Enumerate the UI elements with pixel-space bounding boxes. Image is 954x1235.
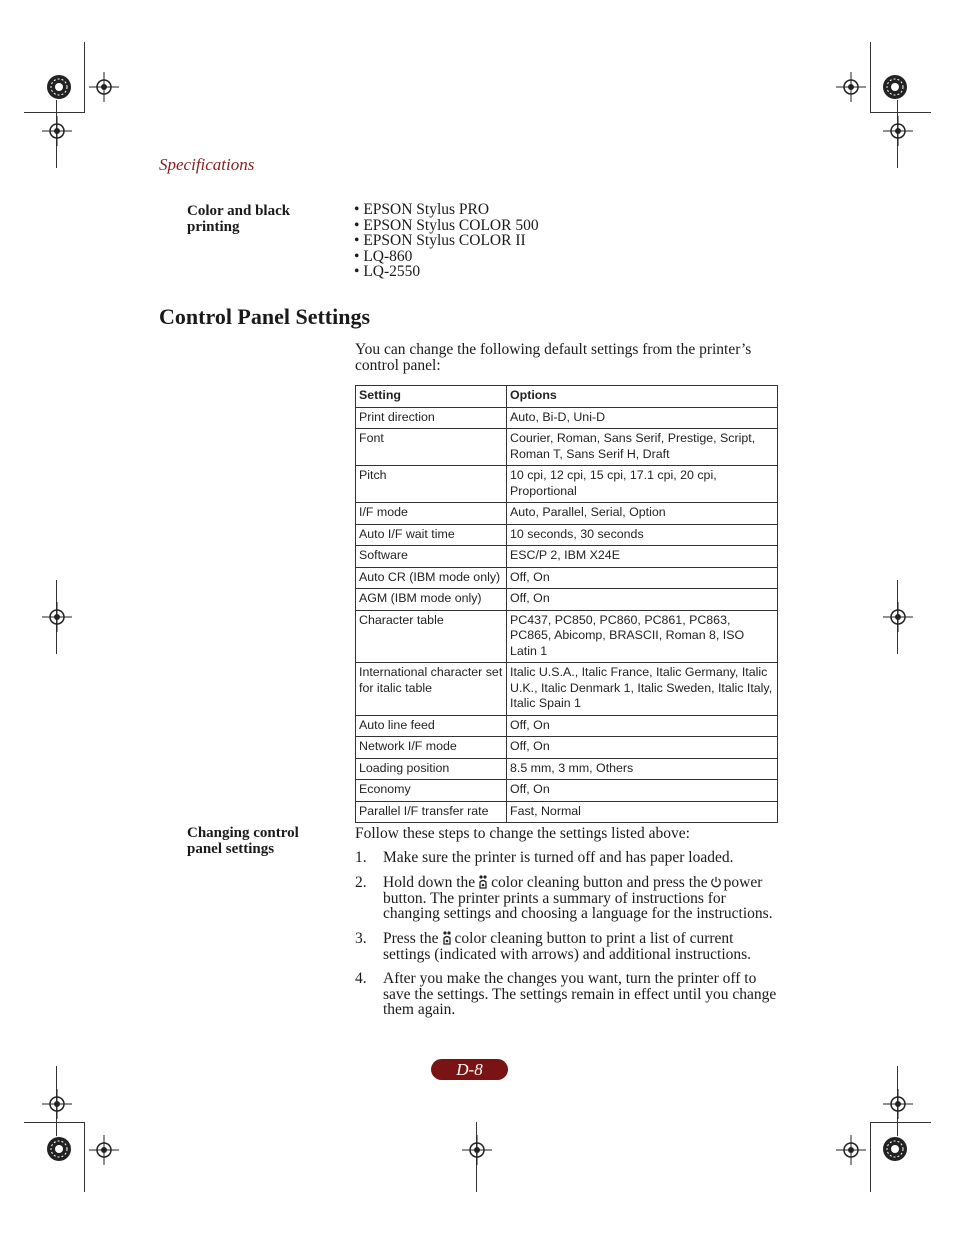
crosshair-icon xyxy=(836,72,866,102)
page-number-badge: D-8 xyxy=(431,1059,508,1080)
table-row xyxy=(356,737,778,759)
options-cell: Auto, Bi-D, Uni-D xyxy=(507,407,778,429)
step-text-part: color cleaning button and press the xyxy=(491,874,708,891)
list-item: • LQ-2550 xyxy=(354,264,539,280)
setting-cell: International character set for italic table xyxy=(356,663,507,716)
options-cell: ESC/P 2, IBM X24E xyxy=(507,546,778,568)
setting-cell: Parallel I/F transfer rate xyxy=(356,801,507,823)
crosshair-icon xyxy=(883,1089,913,1119)
table-row xyxy=(356,610,778,663)
setting-cell: Character table xyxy=(356,610,507,663)
options-cell: Fast, Normal xyxy=(507,801,778,823)
setting-cell: Auto I/F wait time xyxy=(356,524,507,546)
setting-cell: Auto CR (IBM mode only) xyxy=(356,567,507,589)
options-cell: PC437, PC850, PC860, PC861, PC863, PC865, Abicomp, BRASCII, Roman 8, ISO Latin 1 xyxy=(507,610,778,663)
table-row xyxy=(356,546,778,568)
setting-cell: Font xyxy=(356,429,507,466)
table-row xyxy=(356,407,778,429)
step-item xyxy=(355,875,780,922)
section-intro: You can change the following default settings from the printer’s control panel: xyxy=(355,341,752,374)
step-number: 3. xyxy=(355,930,367,947)
table-row xyxy=(356,524,778,546)
power-icon xyxy=(710,875,722,889)
setting-cell: Economy xyxy=(356,780,507,802)
step-text xyxy=(383,875,780,922)
setting-cell: Auto line feed xyxy=(356,715,507,737)
crosshair-icon xyxy=(883,116,913,146)
list-item: • EPSON Stylus COLOR II xyxy=(354,233,539,249)
options-cell: 8.5 mm, 3 mm, Others xyxy=(507,758,778,780)
settings-table xyxy=(355,385,778,823)
setting-cell: Print direction xyxy=(356,407,507,429)
running-head: Specifications xyxy=(159,155,255,174)
setting-cell: Network I/F mode xyxy=(356,737,507,759)
color-cleaning-icon xyxy=(441,931,453,945)
options-cell: Auto, Parallel, Serial, Option xyxy=(507,503,778,525)
table-row xyxy=(356,589,778,611)
table-row xyxy=(356,801,778,823)
crosshair-icon xyxy=(42,1089,72,1119)
registration-wheel-icon xyxy=(45,1135,73,1163)
color-black-label: Color and black printing xyxy=(187,203,291,235)
registration-wheel-icon xyxy=(881,73,909,101)
step-text-part: Hold down the xyxy=(383,874,476,891)
changing-settings-label: Changing control panel settings xyxy=(187,825,299,857)
step-text-part: power button. The printer prints a summary of instructions for changing settings and choosing a language for the instructions. xyxy=(383,874,773,922)
options-cell: Courier, Roman, Sans Serif, Prestige, Script, Roman T, Sans Serif H, Draft xyxy=(507,429,778,466)
options-cell: Off, On xyxy=(507,589,778,611)
crosshair-icon xyxy=(89,72,119,102)
setting-cell: Pitch xyxy=(356,466,507,503)
setting-cell: AGM (IBM mode only) xyxy=(356,589,507,611)
step-text-part: Press the xyxy=(383,930,439,947)
registration-wheel-icon xyxy=(45,73,73,101)
step-item xyxy=(355,931,780,962)
column-header-options: Options xyxy=(507,386,778,408)
step-text-part: color cleaning button to print a list of current settings (indicated with arrows) and additional instructions. xyxy=(383,930,752,963)
options-cell: 10 seconds, 30 seconds xyxy=(507,524,778,546)
table-row xyxy=(356,780,778,802)
options-cell: Off, On xyxy=(507,715,778,737)
setting-cell: I/F mode xyxy=(356,503,507,525)
options-cell: Off, On xyxy=(507,567,778,589)
column-header-setting: Setting xyxy=(356,386,507,408)
table-row xyxy=(356,663,778,716)
list-item: • EPSON Stylus COLOR 500 xyxy=(354,218,539,234)
setting-cell: Software xyxy=(356,546,507,568)
step-number: 2. xyxy=(355,874,367,891)
setting-cell: Loading position xyxy=(356,758,507,780)
crosshair-icon xyxy=(883,602,913,632)
table-row xyxy=(356,715,778,737)
color-cleaning-icon xyxy=(477,875,489,889)
step-number: 4. xyxy=(355,970,367,987)
crosshair-icon xyxy=(836,1135,866,1165)
options-cell: Italic U.S.A., Italic France, Italic Germany, Italic U.K., Italic Denmark 1, Italic Sweden, Italic Italy, Italic Spain 1 xyxy=(507,663,778,716)
list-item: • LQ-860 xyxy=(354,249,539,265)
table-row xyxy=(356,429,778,466)
steps-intro: Follow these steps to change the settings listed above: xyxy=(355,825,690,842)
table-row xyxy=(356,758,778,780)
step-number: 1. xyxy=(355,849,367,866)
step-item xyxy=(355,850,780,866)
table-row xyxy=(356,503,778,525)
crosshair-icon xyxy=(42,602,72,632)
table-row xyxy=(356,466,778,503)
step-item xyxy=(355,971,780,1018)
table-row xyxy=(356,567,778,589)
crosshair-icon xyxy=(89,1135,119,1165)
step-text: After you make the changes you want, turn the printer off to save the settings. The settings remain in effect until you change them again. xyxy=(383,970,777,1018)
section-title: Control Panel Settings xyxy=(159,304,371,329)
printer-list xyxy=(354,202,539,280)
options-cell: Off, On xyxy=(507,737,778,759)
crosshair-icon xyxy=(462,1135,492,1165)
step-text: Make sure the printer is turned off and has paper loaded. xyxy=(383,849,734,866)
crosshair-icon xyxy=(42,116,72,146)
options-cell: 10 cpi, 12 cpi, 15 cpi, 17.1 cpi, 20 cpi, Proportional xyxy=(507,466,778,503)
step-text xyxy=(383,931,780,962)
options-cell: Off, On xyxy=(507,780,778,802)
registration-wheel-icon xyxy=(881,1135,909,1163)
list-item: • EPSON Stylus PRO xyxy=(354,202,539,218)
table-header-row xyxy=(356,386,778,408)
